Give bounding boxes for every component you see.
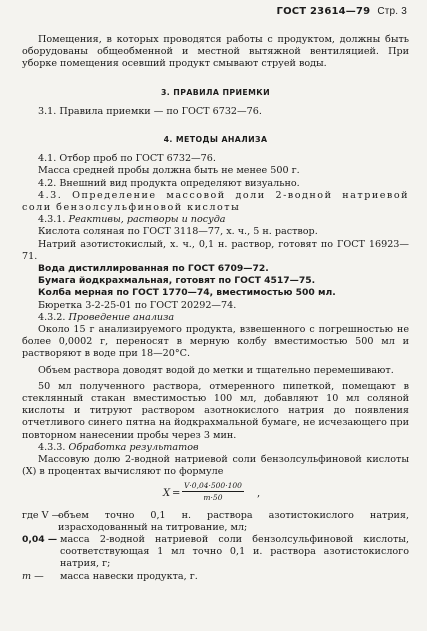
analysis-step-3: 50 мл полученного раствора, отмеренного пипеткой, помещают в стеклянный стакан вместимостью 100 мл, добавляют 10 мл соляной кислоты и титруют раствором азотнокислого натрия до появления отчетливого синего пятна на йодкрахмальной бумаге, не исчезающего при повторном нанесении пробы через 3 мин. (22, 380, 409, 441)
formula-numerator: V·0,04·500·100 (184, 480, 242, 490)
clause-4-3-3 (22, 442, 409, 454)
analysis-step-1: Около 15 г анализируемого продукта, взвешенного с погрешностью не более 0,0002 г, переносят в мерную колбу вместимостью 500 мл и растворяют в воде при 18—20°С. (22, 324, 409, 360)
clause-4-3: 4.3. Определение массовой доли 2-водной натриевой соли бензолсульфиновой кислоты (22, 189, 409, 214)
clause-4-3-2-title: Проведение анализа (68, 311, 175, 323)
page-number: Стр. 3 (377, 6, 407, 17)
reagent-burette: Бюретка 3-2-25-01 по ГОСТ 20292—74. (38, 299, 237, 311)
clause-4-3-1-title: Реактивы, растворы и посуда (68, 214, 226, 226)
formula (22, 481, 409, 507)
formula-comma: , (257, 487, 261, 499)
clause-4-2: 4.2. Внешний вид продукта определяют визуально. (38, 177, 300, 189)
definition-term: где V — (22, 509, 62, 521)
clause-4-3-1 (22, 214, 409, 226)
clause-3-1: 3.1. Правила приемки — по ГОСТ 6732—76. (38, 105, 262, 117)
definition-v (22, 510, 409, 534)
document-body (22, 34, 409, 583)
clause-4-3-3-title: Обработка результатов (68, 441, 199, 453)
reagent-distilled-water: Вода дистиллированная по ГОСТ 6709—72. (38, 263, 269, 275)
clause-4-1: 4.1. Отбор проб по ГОСТ 6732—76. (38, 153, 216, 165)
formula-fraction (182, 481, 244, 503)
section-3-heading: 3. ПРАВИЛА ПРИЕМКИ (160, 87, 271, 97)
definition-text: масса навески продукта, г. (60, 570, 198, 582)
formula-equals: = (172, 487, 181, 499)
clause-4-3-1-number: 4.3.1. (38, 214, 66, 226)
definition-text: масса 2-водной натриевой соли бензолсульфиновой кислоты, соответствующая 1 мл точно 0,1 и. раствора азотистокислого натрия, г; (60, 533, 409, 570)
formula-lhs: X (163, 487, 171, 499)
reagent-sodium-nitrite: Натрий азотистокислый, х. ч., 0,1 н. раствор, готовят по ГОСТ 16923—71. (22, 238, 409, 262)
definition-term: m — (22, 570, 44, 582)
reagent-volumetric-flask: Колба мерная по ГОСТ 1770—74, вместимостью 500 мл. (38, 287, 336, 299)
standard-number: ГОСТ 23614—79 (276, 6, 371, 17)
formula-denominator: m·50 (203, 492, 223, 502)
page-header (277, 6, 408, 17)
definition-term: 0,04 — (22, 533, 58, 545)
clause-4-1-mass: Масса средней пробы должна быть не менее 500 г. (38, 165, 300, 177)
reagent-iodine-starch-paper: Бумага йодкрахмальная, готовят по ГОСТ 4517—75. (38, 275, 316, 287)
definition-004 (22, 534, 409, 571)
definition-m (22, 571, 409, 583)
clause-4-3-2 (22, 312, 409, 324)
reagent-hydrochloric-acid: Кислота соляная по ГОСТ 3118—77, х. ч., 5 н. раствор. (38, 226, 318, 238)
clause-4-3-2-number: 4.3.2. (38, 311, 66, 323)
intro-paragraph: Помещения, в которых проводятся работы с продуктом, должны быть оборудованы общеобменной и местной вытяжной вентиляцией. При уборке помещения осевший продукт смывают струей воды. (22, 34, 409, 70)
calculation-intro: Массовую долю 2-водной натриевой соли бензолсульфиновой кислоты (X) в процентах вычисляют по формуле (22, 454, 409, 478)
analysis-step-2: Объем раствора доводят водой до метки и тщательно перемешивают. (38, 364, 394, 376)
clause-4-3-3-number: 4.3.3. (38, 441, 66, 453)
section-4-heading: 4. МЕТОДЫ АНАЛИЗА (163, 135, 268, 145)
definition-text: объем точно 0,1 н. раствора азотистокислого натрия, израсходованный на титрование, мл; (58, 509, 409, 533)
